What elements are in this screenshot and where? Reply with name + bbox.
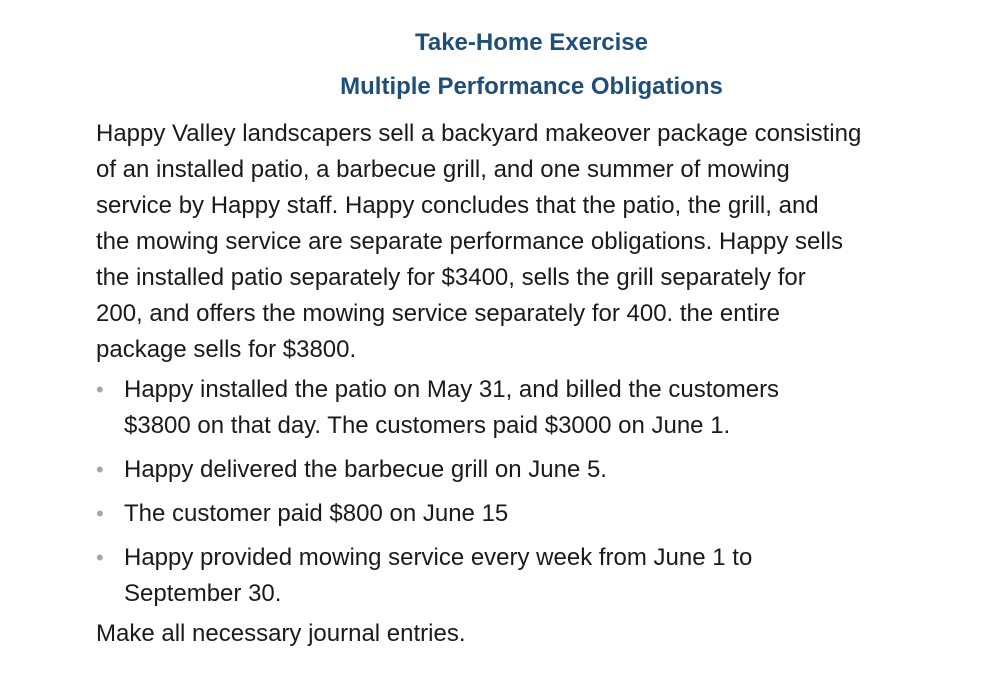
list-item-line: Happy installed the patio on May 31, and billed the customers: [124, 376, 780, 403]
bullet-icon: •: [96, 457, 104, 482]
list-item: [96, 540, 976, 612]
intro-line: service by Happy staff. Happy concludes that the patio, the grill, and: [96, 192, 819, 219]
intro-line: the installed patio separately for $3400, sells the grill separately for: [96, 264, 806, 291]
exercise-title: Take-Home Exercise: [414, 29, 648, 56]
transaction-list: [96, 372, 976, 620]
intro-line: package sells for $3800.: [96, 336, 357, 363]
intro-line: of an installed patio, a barbecue grill, and one summer of mowing: [96, 156, 790, 183]
intro-paragraph: [96, 116, 976, 368]
list-item: [96, 452, 976, 488]
list-item-line: Happy provided mowing service every week from June 1 to: [124, 544, 753, 571]
intro-line: the mowing service are separate performance obligations. Happy sells: [96, 228, 844, 255]
intro-line: Happy Valley landscapers sell a backyard makeover package consisting: [96, 120, 862, 147]
list-item: [96, 372, 976, 444]
bullet-icon: •: [96, 501, 104, 526]
bullet-icon: •: [96, 545, 104, 570]
list-item-line: September 30.: [124, 580, 282, 607]
exercise-subtitle: Multiple Performance Obligations: [340, 73, 723, 100]
bullet-icon: •: [96, 377, 104, 402]
list-item-line: The customer paid $800 on June 15: [124, 500, 509, 527]
list-item: [96, 496, 976, 532]
list-item-line: Happy delivered the barbecue grill on June 5.: [124, 456, 607, 483]
closing-instruction: Make all necessary journal entries.: [96, 620, 466, 647]
list-item-line: $3800 on that day. The customers paid $3000 on June 1.: [124, 412, 731, 439]
intro-line: 200, and offers the mowing service separately for 400. the entire: [96, 300, 780, 327]
